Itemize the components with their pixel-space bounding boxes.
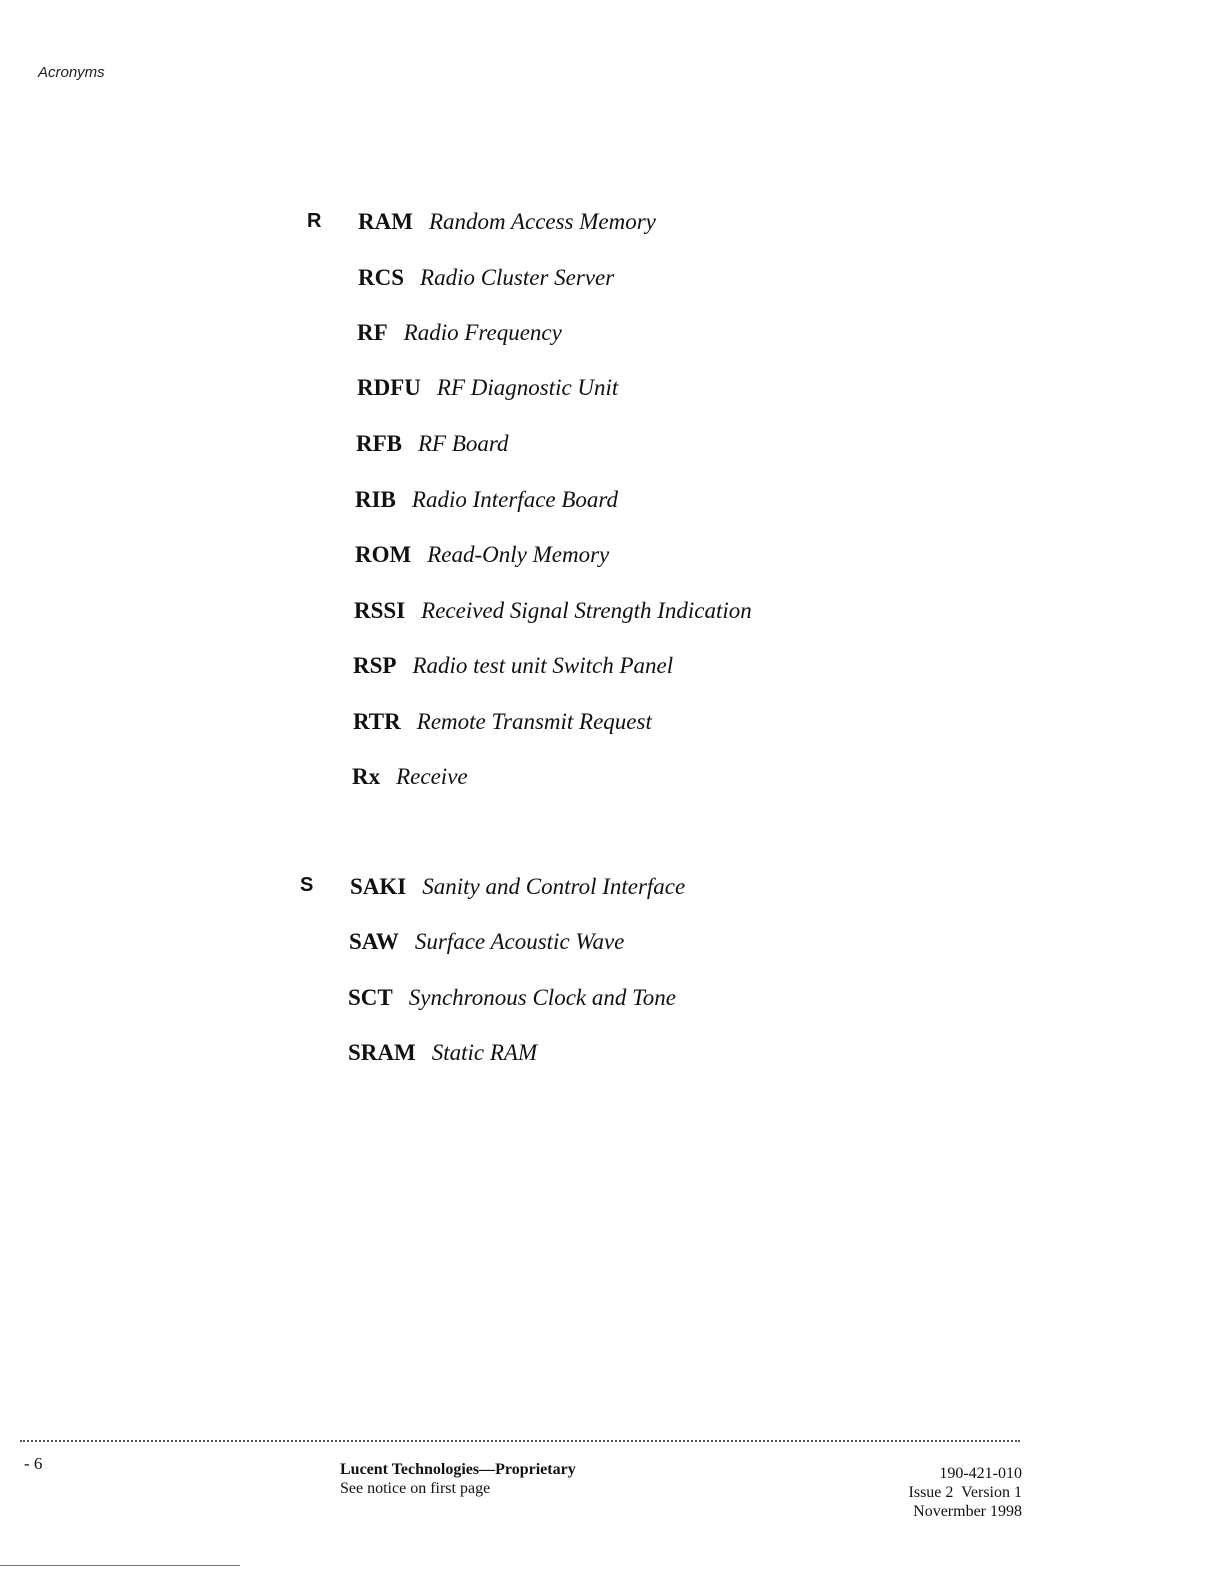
acronym-expansion: Random Access Memory [428, 209, 656, 234]
acronym-entry [356, 430, 509, 458]
footer-divider [20, 1440, 1020, 1442]
acronym-abbr: RIB [355, 487, 396, 512]
section-letter-s: S [300, 874, 314, 896]
acronym-expansion: Read-Only Memory [427, 542, 610, 567]
acronym-expansion: Radio test unit Switch Panel [412, 653, 674, 678]
acronym-abbr: RAM [358, 209, 413, 234]
acronym-abbr: ROM [355, 542, 412, 567]
acronym-abbr: RCS [358, 265, 405, 290]
acronym-expansion: Radio Interface Board [411, 487, 619, 512]
footer-notice: See notice on first page [340, 1480, 491, 1497]
acronym-entry [357, 374, 618, 402]
acronym-expansion: Sanity and Control Interface [422, 874, 686, 899]
acronym-entry [355, 541, 609, 569]
acronym-entry [354, 597, 752, 625]
page-number: - 6 [24, 1454, 43, 1473]
acronym-abbr: Rx [352, 764, 381, 789]
acronym-entry [358, 264, 614, 292]
acronym-expansion: Radio Frequency [403, 320, 562, 345]
acronym-entry [348, 1039, 537, 1067]
acronym-abbr: SAKI [350, 874, 407, 899]
acronym-expansion: Remote Transmit Request [416, 709, 652, 734]
acronym-expansion: Receive [396, 764, 468, 789]
acronym-abbr: RSP [353, 653, 397, 678]
acronym-entry [352, 763, 468, 791]
acronym-abbr: RDFU [357, 375, 421, 400]
acronym-entry [353, 652, 673, 680]
footer-issue: Issue 2 Version 1 [908, 1484, 1022, 1501]
acronym-entry [353, 708, 652, 736]
acronym-entry [358, 208, 656, 236]
acronym-expansion: Surface Acoustic Wave [414, 929, 625, 954]
acronym-entry [357, 319, 562, 347]
acronym-abbr: SRAM [348, 1040, 416, 1065]
acronym-expansion: Received Signal Strength Indication [421, 598, 752, 623]
acronym-abbr: SAW [349, 929, 399, 954]
acronym-abbr: RTR [353, 709, 401, 734]
acronym-entry [348, 984, 676, 1012]
acronym-abbr: RF [357, 320, 388, 345]
acronym-expansion: Radio Cluster Server [420, 265, 615, 290]
footer-doc-info [820, 1464, 1022, 1521]
acronym-expansion: RF Diagnostic Unit [436, 375, 619, 400]
running-head: Acronyms [38, 64, 105, 81]
acronym-abbr: SCT [348, 985, 393, 1010]
acronym-expansion: Synchronous Clock and Tone [408, 985, 677, 1010]
scan-edge-line [0, 1565, 240, 1566]
acronym-entry [349, 928, 624, 956]
section-letter-r: R [307, 210, 322, 232]
acronym-entry [350, 873, 685, 901]
footer-date: Novermber 1998 [913, 1503, 1022, 1520]
footer-company: Lucent Technologies—Proprietary [340, 1461, 576, 1478]
acronym-abbr: RFB [356, 431, 402, 456]
acronym-entry [355, 486, 618, 514]
acronym-expansion: RF Board [418, 431, 509, 456]
acronym-abbr: RSSI [354, 598, 406, 623]
footer-doc-number: 190-421-010 [939, 1465, 1022, 1482]
acronym-expansion: Static RAM [431, 1040, 538, 1065]
footer-proprietary-notice [340, 1460, 576, 1498]
